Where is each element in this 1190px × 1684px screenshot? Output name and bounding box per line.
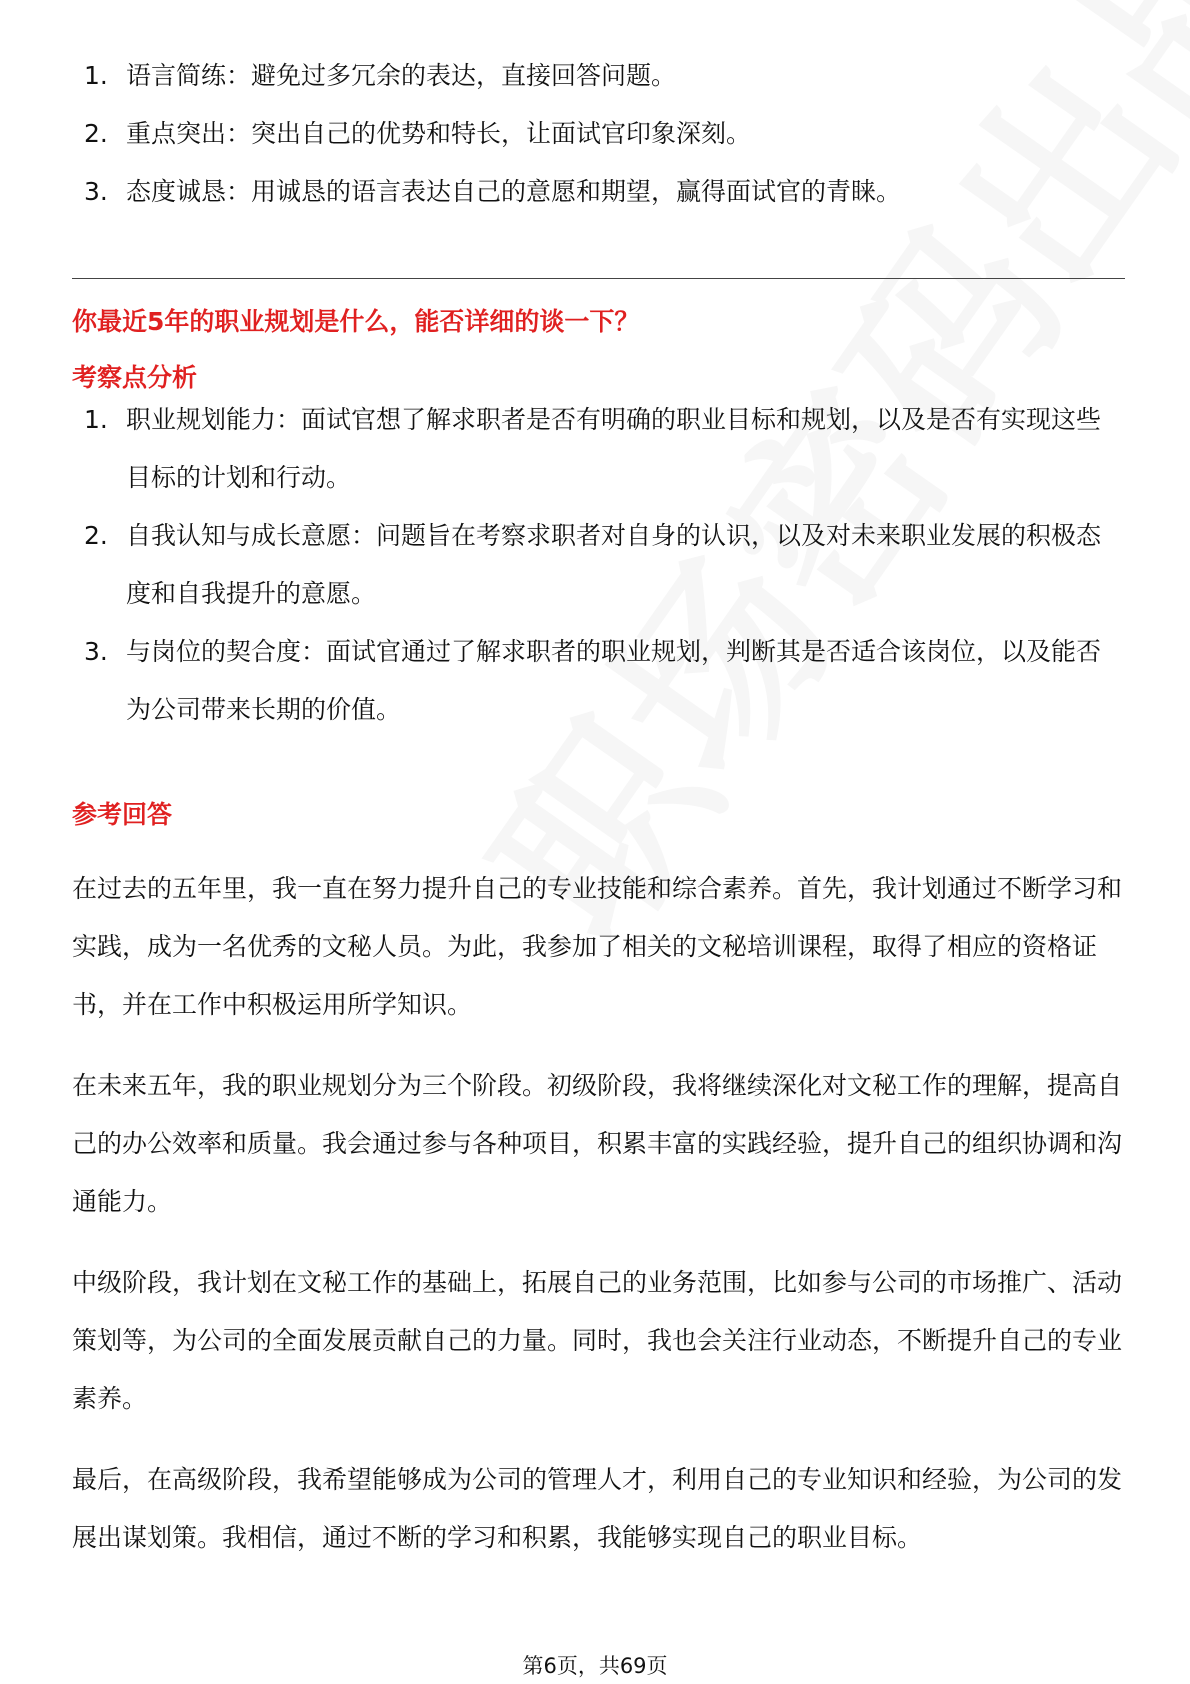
answer-paragraph: 最后，在高级阶段，我希望能够成为公司的管理人才，利用自己的专业知识和经验，为公司的发展出谋划策。我相信，通过不断的学习和积累，我能够实现自己的职业目标。	[72, 1465, 1123, 1552]
question-heading: 你最近5年的职业规划是什么，能否详细的谈一下？	[72, 307, 640, 336]
section-divider	[72, 278, 1125, 279]
answer-paragraph: 中级阶段，我计划在文秘工作的基础上，拓展自己的业务范围，比如参与公司的市场推广、活动策划等，为公司的全面发展贡献自己的力量。同时，我也会关注行业动态，不断提升自己的专业素养。	[72, 1268, 1123, 1413]
answer-paragraph: 在过去的五年里，我一直在努力提升自己的专业技能和综合素养。首先，我计划通过不断学习和实践，成为一名优秀的文秘人员。为此，我参加了相关的文秘培训课程，取得了相应的资格证书，并在工作中积极运用所学知识。	[72, 874, 1123, 1019]
list-item-text: 重点突出：突出自己的优势和特长，让面试官印象深刻。	[126, 119, 752, 148]
list-item-text: 与岗位的契合度：面试官通过了解求职者的职业规划，判断其是否适合该岗位，以及能否为公司带来长期的价值。	[126, 637, 1102, 724]
list-item	[84, 163, 1124, 221]
list-item	[84, 507, 1124, 623]
list-item	[84, 391, 1124, 507]
list-number: 2.	[84, 521, 108, 550]
answer-paragraph: 在未来五年，我的职业规划分为三个阶段。初级阶段，我将继续深化对文秘工作的理解，提高自己的办公效率和质量。我会通过参与各种项目，积累丰富的实践经验，提升自己的组织协调和沟通能力。	[72, 1071, 1123, 1216]
list-item	[84, 105, 1124, 163]
list-number: 1.	[84, 405, 108, 434]
analysis-heading: 考察点分析	[72, 363, 198, 392]
list-number: 3.	[84, 177, 108, 206]
analysis-list	[84, 391, 1124, 739]
list-number: 2.	[84, 119, 108, 148]
list-item-text: 自我认知与成长意愿：问题旨在考察求职者对自身的认识，以及对未来职业发展的积极态度和自我提升的意愿。	[126, 521, 1102, 608]
list-item-text: 职业规划能力：面试官想了解求职者是否有明确的职业目标和规划，以及是否有实现这些目标的计划和行动。	[126, 405, 1102, 492]
list-item-text: 态度诚恳：用诚恳的语言表达自己的意愿和期望，赢得面试官的青睐。	[126, 177, 902, 206]
list-item-text: 语言简练：避免过多冗余的表达，直接回答问题。	[126, 61, 677, 90]
list-item	[84, 623, 1124, 739]
page-number: 第6页，共69页	[522, 1654, 668, 1678]
list-item	[84, 47, 1124, 105]
list-number: 3.	[84, 637, 108, 666]
answer-heading: 参考回答	[72, 800, 173, 829]
tips-list	[84, 47, 1124, 221]
list-number: 1.	[84, 61, 108, 90]
